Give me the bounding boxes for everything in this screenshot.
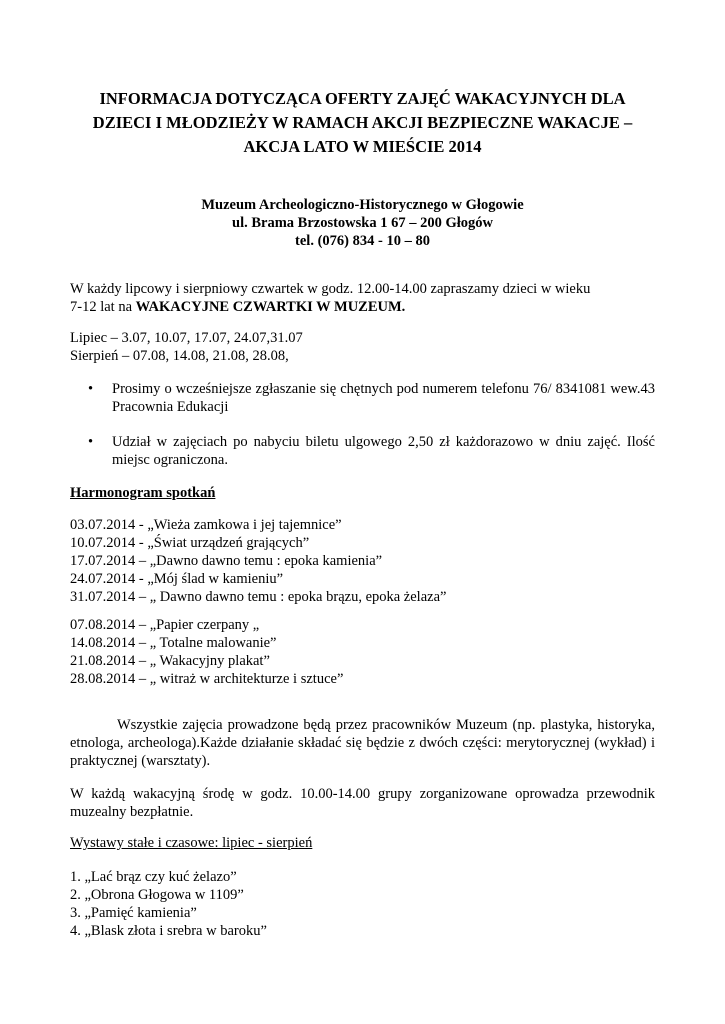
exhibition-item: 3. „Pamięć kamienia” (70, 905, 197, 921)
schedule-item: 07.08.2014 – „Papier czerpany „ (70, 617, 260, 633)
title-line: INFORMACJA DOTYCZĄCA OFERTY ZAJĘĆ WAKACYJNYCH DLA (99, 89, 626, 108)
bullet-item (70, 433, 655, 469)
document-title (70, 87, 655, 159)
exhibition-item: 2. „Obrona Głogowa w 1109” (70, 887, 244, 903)
info-bullets (70, 433, 655, 469)
intro-highlight: WAKACYJNE CZWARTKI W MUZEUM. (135, 299, 406, 315)
schedule-august (70, 616, 655, 688)
museum-name: Muzeum Archeologiczno-Historycznego w Głogowie (201, 197, 524, 213)
meeting-dates (70, 329, 655, 365)
schedule-item: 03.07.2014 - „Wieża zamkowa i jej tajemnice” (70, 517, 342, 533)
bullet-text: Udział w zajęciach po nabyciu biletu ulgowego 2,50 zł każdorazowo w dniu zajęć. Ilość miejsc ograniczona. (112, 434, 655, 468)
schedule-item: 24.07.2014 - „Mój ślad w kamieniu” (70, 571, 284, 587)
schedule-item: 10.07.2014 - „Świat urządzeń grających” (70, 535, 310, 551)
july-dates: Lipiec – 3.07, 10.07, 17.07, 24.07,31.07 (70, 330, 303, 346)
exhibitions-list (70, 868, 655, 940)
exhibition-item: 1. „Lać brąz czy kuć żelazo” (70, 869, 237, 885)
schedule-heading (70, 484, 655, 502)
intro-line: W każdy lipcowy i sierpniowy czwartek w godz. 12.00-14.00 zapraszamy dzieci w wieku (70, 281, 591, 297)
schedule-item: 21.08.2014 – „ Wakacyjny plakat” (70, 653, 270, 669)
august-dates: Sierpień – 07.08, 14.08, 21.08, 28.08, (70, 348, 289, 364)
exhibitions-heading-text: Wystawy stałe i czasowe: lipiec - sierpień (70, 835, 313, 851)
wednesday-paragraph: W każdą wakacyjną środę w godz. 10.00-14.00 grupy zorganizowane oprowadza przewodnik muzealny bezpłatnie. (70, 786, 655, 820)
bullet-icon: • (88, 434, 94, 450)
intro-prefix: 7-12 lat na (70, 299, 136, 315)
schedule-item: 28.08.2014 – „ witraż w architekturze i sztuce” (70, 671, 344, 687)
info-bullets (70, 380, 655, 416)
schedule-item: 17.07.2014 – „Dawno dawno temu : epoka kamienia” (70, 553, 383, 569)
title-line: AKCJA LATO W MIEŚCIE 2014 (243, 137, 482, 156)
museum-phone: tel. (076) 834 - 10 – 80 (295, 233, 430, 249)
bullet-text: Prosimy o wcześniejsze zgłaszanie się chętnych pod numerem telefonu 76/ 8341081 wew.43 Pracownia Edukacji (112, 381, 655, 415)
schedule-item: 31.07.2014 – „ Dawno dawno temu : epoka brązu, epoka żelaza” (70, 589, 447, 605)
bullet-icon: • (88, 381, 94, 397)
staff-paragraph: Wszystkie zajęcia prowadzone będą przez pracowników Muzeum (np. plastyka, historyka, etnologa, archeologa).Każde działanie składać się będzie z dwóch części: merytorycznej (wykład) i praktycznej (warsztaty). (70, 717, 655, 769)
schedule-item: 14.08.2014 – „ Totalne malowanie” (70, 635, 277, 651)
schedule-july (70, 516, 655, 606)
intro-line (70, 298, 655, 316)
bullet-item (70, 380, 655, 416)
schedule-heading-text: Harmonogram spotkań (70, 485, 216, 501)
exhibitions-heading (70, 834, 655, 852)
title-line: DZIECI I MŁODZIEŻY W RAMACH AKCJI BEZPIECZNE WAKACJE – (92, 113, 633, 132)
museum-address: ul. Brama Brzostowska 1 67 – 200 Głogów (232, 215, 493, 231)
museum-contact (70, 196, 655, 250)
intro-paragraph (70, 280, 655, 316)
exhibition-item: 4. „Blask złota i srebra w baroku” (70, 923, 267, 939)
